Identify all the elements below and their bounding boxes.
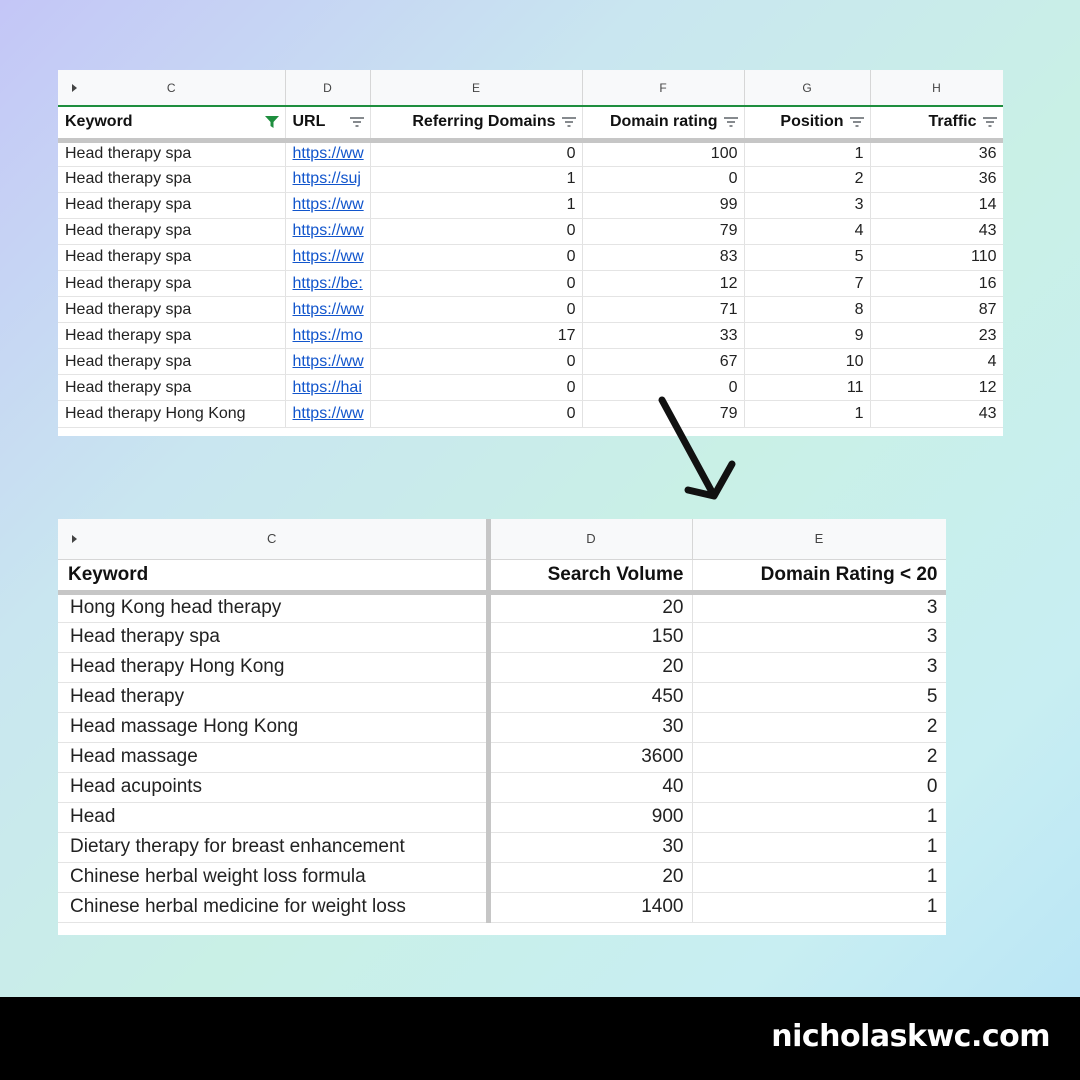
table-row (58, 323, 1003, 349)
cell-url[interactable]: https://hai (285, 375, 370, 401)
column-letter-row (58, 519, 946, 559)
cell-position[interactable]: 4 (744, 218, 870, 244)
filter-icon[interactable] (350, 116, 364, 128)
cell-keyword[interactable]: Head therapy spa (58, 297, 285, 323)
table-row (58, 270, 1003, 296)
header-keyword[interactable]: Keyword (58, 559, 488, 592)
cell-keyword[interactable]: Head therapy spa (58, 270, 285, 296)
cell-traffic[interactable]: 14 (870, 192, 1003, 218)
header-url[interactable]: URL (285, 106, 370, 140)
column-letter-c[interactable]: C (58, 519, 488, 559)
cell-domain-rating-under-20[interactable]: 3 (692, 592, 946, 622)
cell-keyword[interactable]: Head therapy spa (58, 166, 285, 192)
cell-referring-domains[interactable]: 17 (370, 323, 582, 349)
cell-referring-domains[interactable]: 0 (370, 270, 582, 296)
cell-traffic[interactable]: 110 (870, 244, 1003, 270)
cell-domain-rating[interactable]: 67 (582, 349, 744, 375)
table-row (58, 802, 946, 832)
cell-url[interactable]: https://ww (285, 140, 370, 166)
cell-domain-rating-under-20[interactable]: 1 (692, 862, 946, 892)
cell-url[interactable]: https://ww (285, 218, 370, 244)
column-letter-row (58, 70, 1003, 106)
table-row (58, 832, 946, 862)
cell-domain-rating[interactable]: 0 (582, 375, 744, 401)
cell-keyword[interactable]: Head massage Hong Kong (58, 712, 488, 742)
header-row (58, 559, 946, 592)
cell-domain-rating-under-20[interactable]: 0 (692, 772, 946, 802)
site-url: nicholaskwc.com (771, 1019, 1050, 1054)
table-row (58, 652, 946, 682)
cell-domain-rating-under-20[interactable]: 2 (692, 742, 946, 772)
cell-search-volume[interactable]: 3600 (488, 742, 692, 772)
cell-search-volume[interactable]: 450 (488, 682, 692, 712)
header-traffic[interactable]: Traffic (870, 106, 1003, 140)
cell-domain-rating[interactable]: 33 (582, 323, 744, 349)
arrow-down-right-icon (650, 392, 750, 512)
cell-referring-domains[interactable]: 0 (370, 401, 582, 427)
cell-search-volume[interactable]: 1400 (488, 892, 692, 922)
cell-referring-domains[interactable]: 0 (370, 140, 582, 166)
column-letter-d[interactable]: D (488, 519, 692, 559)
triangle-right-icon[interactable] (72, 84, 77, 92)
footer-bar (0, 997, 1080, 1080)
table-row (58, 712, 946, 742)
cell-position[interactable]: 2 (744, 166, 870, 192)
cell-search-volume[interactable]: 20 (488, 592, 692, 622)
cell-keyword[interactable]: Head therapy spa (58, 349, 285, 375)
cell-keyword[interactable]: Chinese herbal weight loss formula (58, 862, 488, 892)
column-letter-e[interactable]: E (370, 70, 582, 106)
cell-keyword[interactable]: Head therapy spa (58, 323, 285, 349)
cell-keyword[interactable]: Head (58, 802, 488, 832)
keyword-serp-table (58, 70, 1003, 428)
column-letter-d[interactable]: D (285, 70, 370, 106)
cell-search-volume[interactable]: 150 (488, 622, 692, 652)
cell-traffic[interactable]: 12 (870, 375, 1003, 401)
cell-traffic[interactable]: 23 (870, 323, 1003, 349)
cell-url[interactable]: https://ww (285, 349, 370, 375)
spreadsheet-summary (58, 519, 946, 935)
cell-keyword[interactable]: Dietary therapy for breast enhancement (58, 832, 488, 862)
filter-icon[interactable] (983, 116, 997, 128)
cell-search-volume[interactable]: 30 (488, 832, 692, 862)
table-row (58, 218, 1003, 244)
cell-keyword[interactable]: Head therapy Hong Kong (58, 652, 488, 682)
cell-keyword[interactable]: Head therapy spa (58, 375, 285, 401)
table-row (58, 244, 1003, 270)
cell-position[interactable]: 8 (744, 297, 870, 323)
cell-position[interactable]: 1 (744, 140, 870, 166)
cell-domain-rating-under-20[interactable]: 1 (692, 832, 946, 862)
table-row (58, 297, 1003, 323)
column-letter-h[interactable]: H (870, 70, 1003, 106)
cell-domain-rating-under-20[interactable]: 1 (692, 892, 946, 922)
cell-domain-rating[interactable]: 79 (582, 218, 744, 244)
cell-keyword[interactable]: Head therapy Hong Kong (58, 401, 285, 427)
cell-position[interactable]: 10 (744, 349, 870, 375)
cell-position[interactable]: 7 (744, 270, 870, 296)
header-referring-domains[interactable]: Referring Domains (370, 106, 582, 140)
header-position[interactable]: Position (744, 106, 870, 140)
cell-referring-domains[interactable]: 0 (370, 218, 582, 244)
cell-search-volume[interactable]: 30 (488, 712, 692, 742)
table-row (58, 772, 946, 802)
spreadsheet-ahrefs-export (58, 70, 1003, 436)
cell-domain-rating-under-20[interactable]: 1 (692, 802, 946, 832)
table-row (58, 166, 1003, 192)
cell-position[interactable]: 11 (744, 375, 870, 401)
filter-active-icon[interactable] (265, 116, 279, 128)
cell-domain-rating-under-20[interactable]: 2 (692, 712, 946, 742)
cell-referring-domains[interactable]: 1 (370, 166, 582, 192)
cell-domain-rating[interactable]: 83 (582, 244, 744, 270)
cell-keyword[interactable]: Head therapy spa (58, 140, 285, 166)
cell-referring-domains[interactable]: 0 (370, 297, 582, 323)
cell-position[interactable]: 9 (744, 323, 870, 349)
table-row (58, 742, 946, 772)
table-row (58, 682, 946, 712)
cell-keyword[interactable]: Head therapy spa (58, 244, 285, 270)
cell-url[interactable]: https://suj (285, 166, 370, 192)
cell-url[interactable]: https://be: (285, 270, 370, 296)
table-row (58, 375, 1003, 401)
cell-traffic[interactable]: 36 (870, 140, 1003, 166)
cell-url[interactable]: https://ww (285, 401, 370, 427)
cell-keyword[interactable]: Head therapy spa (58, 622, 488, 652)
filter-icon[interactable] (724, 116, 738, 128)
header-domain-rating[interactable]: Domain rating (582, 106, 744, 140)
cell-keyword[interactable]: Head massage (58, 742, 488, 772)
cell-referring-domains[interactable]: 0 (370, 349, 582, 375)
cell-url[interactable]: https://mo (285, 323, 370, 349)
header-row (58, 106, 1003, 140)
cell-domain-rating[interactable]: 71 (582, 297, 744, 323)
cell-keyword[interactable]: Hong Kong head therapy (58, 592, 488, 622)
cell-keyword[interactable]: Head therapy spa (58, 218, 285, 244)
cell-domain-rating-under-20[interactable]: 3 (692, 652, 946, 682)
table-row (58, 192, 1003, 218)
cell-domain-rating[interactable]: 79 (582, 401, 744, 427)
cell-search-volume[interactable]: 20 (488, 862, 692, 892)
header-domain-rating-under-20[interactable]: Domain Rating < 20 (692, 559, 946, 592)
table-row (58, 349, 1003, 375)
filter-icon[interactable] (850, 116, 864, 128)
table-row (58, 401, 1003, 427)
cell-domain-rating[interactable]: 99 (582, 192, 744, 218)
table-row (58, 592, 946, 622)
cell-domain-rating[interactable]: 100 (582, 140, 744, 166)
column-letter-c[interactable]: C (58, 70, 285, 106)
keyword-summary-table (58, 519, 946, 923)
cell-domain-rating[interactable]: 12 (582, 270, 744, 296)
cell-referring-domains[interactable]: 1 (370, 192, 582, 218)
table-row (58, 140, 1003, 166)
cell-position[interactable]: 1 (744, 401, 870, 427)
column-letter-g[interactable]: G (744, 70, 870, 106)
triangle-right-icon[interactable] (72, 535, 77, 543)
cell-keyword[interactable]: Head therapy (58, 682, 488, 712)
cell-traffic[interactable]: 36 (870, 166, 1003, 192)
column-letter-f[interactable]: F (582, 70, 744, 106)
filter-icon[interactable] (562, 116, 576, 128)
cell-search-volume[interactable]: 20 (488, 652, 692, 682)
cell-traffic[interactable]: 4 (870, 349, 1003, 375)
cell-search-volume[interactable]: 900 (488, 802, 692, 832)
table-row (58, 862, 946, 892)
cell-keyword[interactable]: Head therapy spa (58, 192, 285, 218)
cell-url[interactable]: https://ww (285, 297, 370, 323)
cell-domain-rating-under-20[interactable]: 5 (692, 682, 946, 712)
cell-traffic[interactable]: 16 (870, 270, 1003, 296)
cell-url[interactable]: https://ww (285, 192, 370, 218)
cell-position[interactable]: 5 (744, 244, 870, 270)
cell-traffic[interactable]: 43 (870, 218, 1003, 244)
cell-position[interactable]: 3 (744, 192, 870, 218)
cell-traffic[interactable]: 43 (870, 401, 1003, 427)
cell-domain-rating-under-20[interactable]: 3 (692, 622, 946, 652)
cell-traffic[interactable]: 87 (870, 297, 1003, 323)
column-letter-e[interactable]: E (692, 519, 946, 559)
cell-url[interactable]: https://ww (285, 244, 370, 270)
cell-referring-domains[interactable]: 0 (370, 244, 582, 270)
cell-keyword[interactable]: Head acupoints (58, 772, 488, 802)
cell-keyword[interactable]: Chinese herbal medicine for weight loss (58, 892, 488, 922)
cell-domain-rating[interactable]: 0 (582, 166, 744, 192)
table-row (58, 892, 946, 922)
header-keyword[interactable]: Keyword (58, 106, 285, 140)
cell-referring-domains[interactable]: 0 (370, 375, 582, 401)
header-search-volume[interactable]: Search Volume (488, 559, 692, 592)
cell-search-volume[interactable]: 40 (488, 772, 692, 802)
table-row (58, 622, 946, 652)
